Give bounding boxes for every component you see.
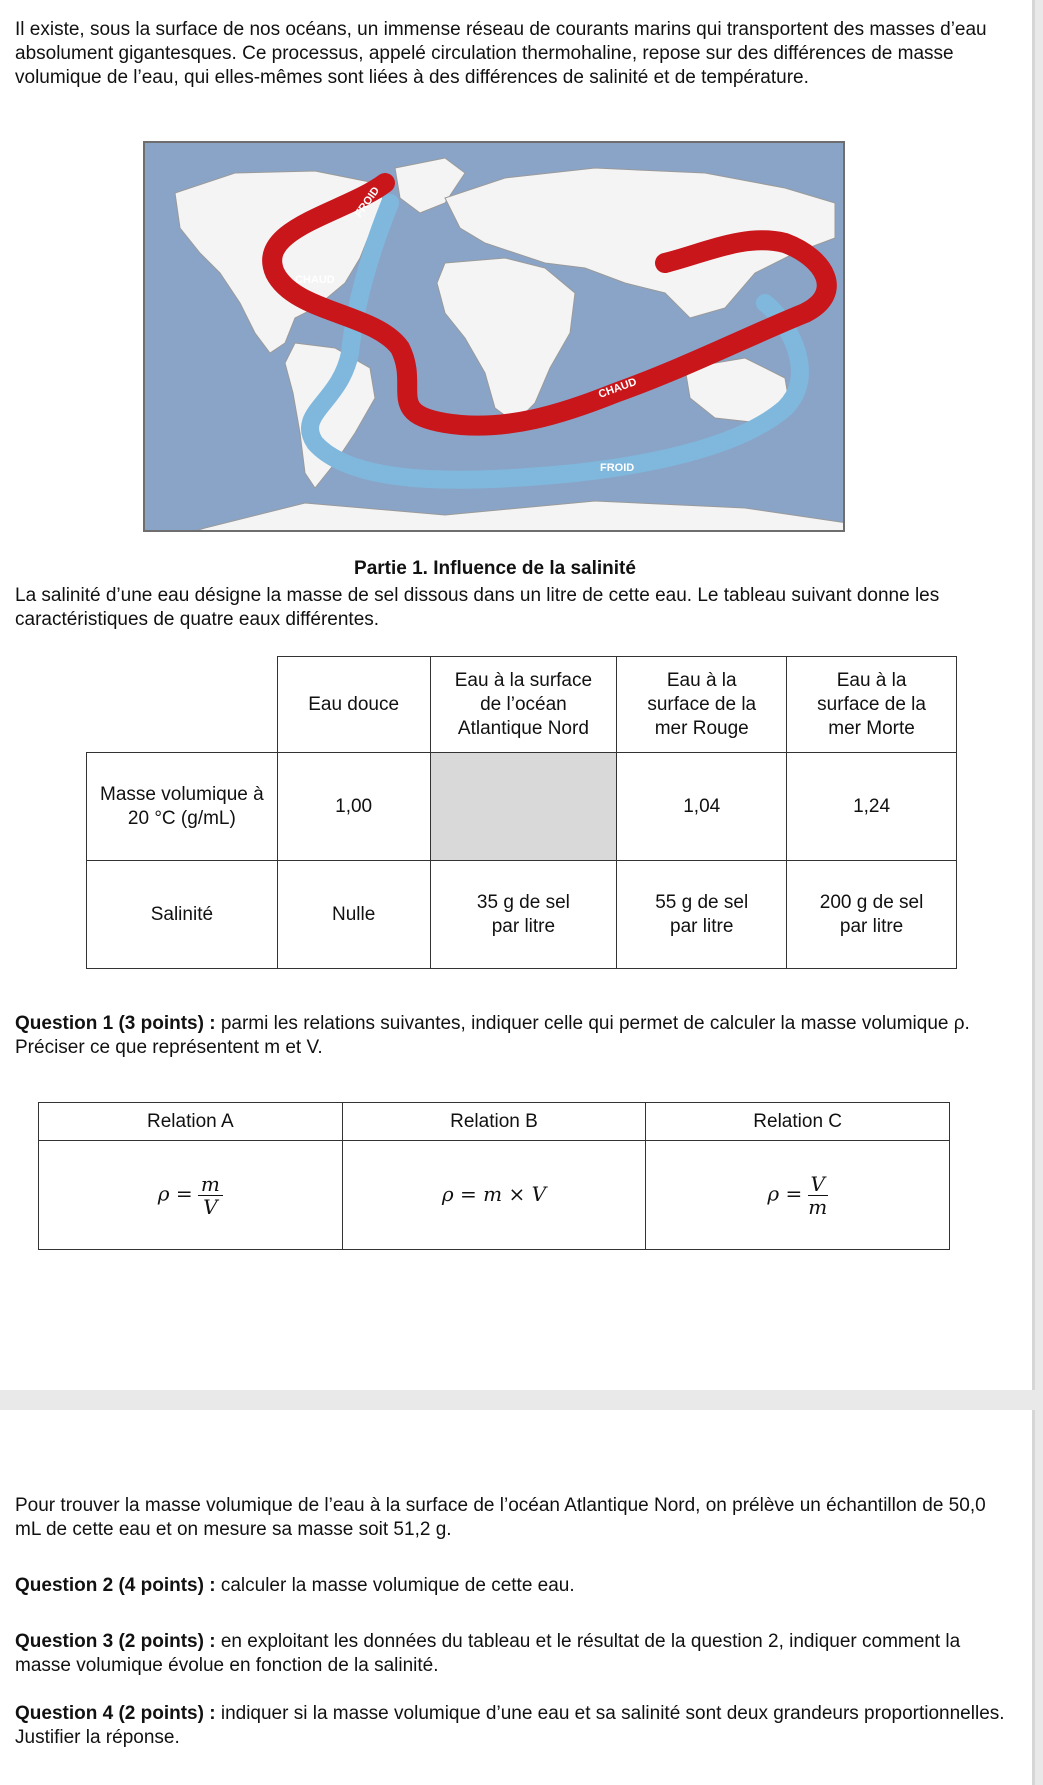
label-chaud-east: CHAUD (596, 375, 639, 401)
intro-paragraph: Il existe, sous la surface de nos océans, un immense réseau de courants marins qui transportent des masses d’eau absolument gigantesques. Ce processus, appelé circulation thermohaline, repose sur des différences de masse volumique de l’eau, qui elles-mêmes sont liées à des différences de salinité et de température. (15, 19, 987, 88)
relation-c-lhs: ρ = (767, 1181, 803, 1206)
relation-c-numerator: V (808, 1173, 828, 1196)
table-cell: 1,24 (787, 753, 957, 861)
water-table-header-row (87, 657, 957, 753)
water-table-corner (87, 657, 278, 753)
part1-title: Partie 1. Influence de la salinité (354, 558, 636, 579)
question-4 (15, 1702, 1015, 1750)
thermohaline-map (143, 141, 845, 532)
question-1-label: Question 1 (3 points) : (15, 1013, 216, 1034)
table-row (87, 861, 957, 969)
thermohaline-map-illustration (145, 143, 845, 532)
relation-b-header: Relation B (342, 1103, 646, 1141)
relations-table (38, 1102, 950, 1250)
label-chaud-west: CHAUD (295, 274, 335, 286)
relation-b-expression: ρ = m × V (441, 1182, 547, 1206)
table-cell: 200 g de sel par litre (787, 861, 957, 969)
table-cell: 1,04 (617, 753, 787, 861)
page-2 (0, 1410, 1035, 1785)
question-1-text: parmi les relations suivantes, indiquer celle qui permet de calculer la masse volumique ρ. Préciser ce que représentent m et V. (15, 1013, 970, 1058)
relations-formula-row (39, 1141, 950, 1250)
relation-a-lhs: ρ = (157, 1181, 193, 1206)
relation-c-denominator: m (808, 1194, 828, 1219)
relation-c-header: Relation C (646, 1103, 950, 1141)
relation-c-formula (646, 1141, 950, 1250)
table-row (87, 753, 957, 861)
table-cell: 1,00 (277, 753, 430, 861)
relation-b-formula (342, 1141, 646, 1250)
question-3 (15, 1630, 1015, 1678)
question-2 (15, 1574, 1015, 1598)
col-header: Eau à la surface de la mer Morte (787, 657, 957, 753)
relation-a-denominator: V (203, 1194, 218, 1219)
question-2-text: calculer la masse volumique de cette eau. (215, 1575, 575, 1596)
col-header: Eau à la surface de l’océan Atlantique Nord (430, 657, 617, 753)
question-2-label: Question 2 (4 points) : (15, 1575, 216, 1596)
table-cell-blank (430, 753, 617, 861)
question-4-text: indiquer si la masse volumique d’une eau et sa salinité sont deux grandeurs proportionnelles. Justifier la réponse. (15, 1703, 1005, 1748)
water-table (86, 656, 957, 969)
col-header: Eau à la surface de la mer Rouge (617, 657, 787, 753)
label-froid-south: FROID (600, 462, 635, 474)
part1-paragraph: La salinité d’une eau désigne la masse de sel dissous dans un litre de cette eau. Le tableau suivant donne les caractéristiques de quatre eaux différentes. (15, 585, 940, 630)
table-cell: 35 g de sel par litre (430, 861, 617, 969)
table-cell: Nulle (277, 861, 430, 969)
relation-a-formula (39, 1141, 343, 1250)
question-1 (15, 1012, 1015, 1060)
question-3-label: Question 3 (2 points) : (15, 1631, 216, 1652)
relation-a-header: Relation A (39, 1103, 343, 1141)
table-cell: 55 g de sel par litre (617, 861, 787, 969)
col-header: Eau douce (277, 657, 430, 753)
relation-a-numerator: m (198, 1173, 223, 1196)
label-froid-north: FROID (352, 184, 383, 220)
question-4-label: Question 4 (2 points) : (15, 1703, 216, 1724)
row-label: Masse volumique à 20 °C (g/mL) (87, 753, 278, 861)
question-3-text: en exploitant les données du tableau et le résultat de la question 2, indiquer comment la masse volumique évolue en fonction de la salinité. (15, 1631, 961, 1676)
relation-c-fraction (808, 1173, 828, 1218)
relation-a-fraction (198, 1173, 223, 1218)
sample-paragraph: Pour trouver la masse volumique de l’eau à la surface de l’océan Atlantique Nord, on prélève un échantillon de 50,0 mL de cette eau et on mesure sa masse soit 51,2 g. (15, 1495, 986, 1540)
relations-header-row (39, 1103, 950, 1141)
row-label: Salinité (87, 861, 278, 969)
